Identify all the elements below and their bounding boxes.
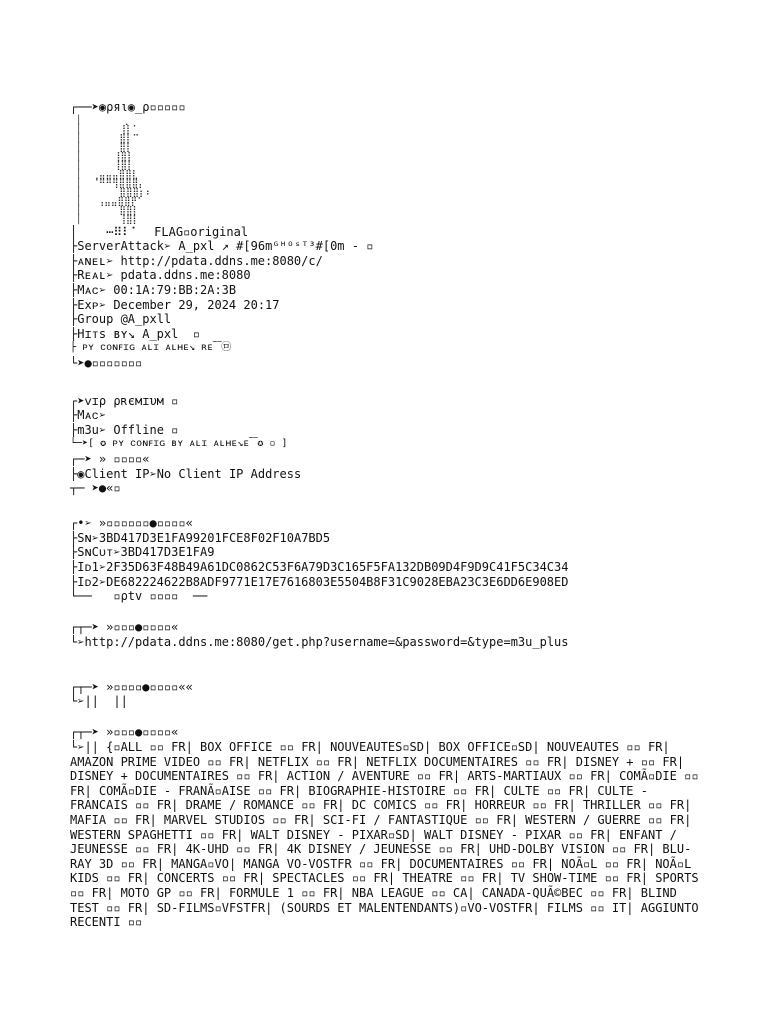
device-id1-line: ├Iᴅ1➢2F35D63F48B49A61DC0862C53F6A79D3C165F5FA132DB09D4F9D9C41F5C34C34 bbox=[70, 560, 569, 575]
ids-block bbox=[70, 516, 710, 604]
art-line: │ ⢸⣿⡇ bbox=[76, 214, 140, 225]
art-line: │ ⢀⣤⣤⣤⣿⣿⣇ bbox=[76, 169, 139, 180]
hits-by-line: ├Hɪᴛs ʙʏ↘ A_pxl ▫ bbox=[70, 326, 201, 341]
server-attack-line: ├ServerAttack➢ A_pxl ↗ #[96mᴳᴴᴼˢᵀ³#[0m - ▫ bbox=[70, 239, 374, 254]
config-credit-line: ├ ᴘʏ ᴄᴏɴꜰɪɢ ᴀʟɪ ᴀʟʜᴇ↘ ʀᴇ⁀㉤ bbox=[70, 342, 232, 354]
premium-config-line: └─➤[ ✪ ᴘʏ ᴄᴏɴꜰɪɢ ʙʏ ᴀʟɪ ᴀʟʜᴇ↘ᴇ⁀✪ ▫ ] bbox=[70, 438, 288, 450]
client-header: ┌─➤ » ▫▫▫▫« bbox=[70, 451, 150, 466]
art-line: │ ⢸⣿⡇ bbox=[76, 160, 134, 171]
block-end-line: └➤●▫▫▫▫▫▫▫ bbox=[70, 355, 143, 370]
serial-cut-line: ├SɴCᴜᴛ➢3BD417D3E1FA9 bbox=[70, 545, 215, 560]
ids-header: ┌•➢ »▫▫▫▫▫▫●▫▫▫▫« bbox=[70, 516, 193, 531]
flag-line: │ ⋯⠿⠇⠁ FLAG▫original bbox=[70, 224, 249, 239]
m3u-link-header: ┌┬─➤ »▫▫▫●▫▫▫▫« bbox=[70, 620, 179, 635]
art-line: │ ⣿⡇ bbox=[76, 142, 133, 153]
m3u-status-line: ├m3u➢ Offline ▫ bbox=[70, 422, 179, 437]
m3u-link-block bbox=[70, 620, 710, 649]
client-ip-line: ├◉Client IP➢No Client IP Address bbox=[70, 466, 302, 481]
categories-block bbox=[70, 725, 710, 929]
document-page bbox=[70, 100, 710, 930]
art-line: │ ⢸⣿⡇ bbox=[76, 151, 134, 162]
art-line: │ ⣿⡇⠉ bbox=[76, 133, 140, 144]
server-info-block bbox=[70, 239, 710, 370]
categories-header: ┌┬─➤ »▫▫▫●▫▫▫▫« bbox=[70, 725, 179, 740]
header-title: ┌──➤◉ρяι◉_ρ▫▫▫▫▫ bbox=[70, 100, 186, 114]
art-line: │ ⣿⣿⡇ bbox=[76, 205, 140, 216]
ascii-art bbox=[70, 115, 710, 225]
premium-block bbox=[70, 394, 710, 452]
art-line: │ ⡀ bbox=[76, 115, 132, 126]
device-id2-line: ├Iᴅ2➢DE682224622B8ADF9771E17E7616803E5504B8F31C9028EBA23C3E6DD6E908ED bbox=[70, 574, 569, 589]
client-footer: ┬─ ➤●«▫ bbox=[70, 481, 121, 496]
panel-url-line: ├ᴀɴᴇʟ➢ http://pdata.ddns.me:8080/c/ bbox=[70, 253, 323, 268]
empty-block bbox=[70, 680, 710, 709]
serial-number-line: ├Sɴ➢3BD417D3E1FA99201FCE8F02F10A7BD5 bbox=[70, 530, 331, 545]
art-line: │ ⣿⣿⣿⡆⠆ bbox=[76, 187, 153, 198]
empty-block-body: └➢|| || bbox=[70, 694, 128, 709]
group-line: ├Group @A_pxll bbox=[70, 312, 172, 327]
empty-block-header: ┌┬─➤ »▫▫▫▫●▫▫▫▫«« bbox=[70, 679, 193, 694]
premium-mac-line: ├Mᴀᴄ➢ bbox=[70, 408, 107, 423]
client-block bbox=[70, 452, 710, 496]
art-line: │ ⢸⡇⠁ bbox=[76, 124, 140, 135]
categories-text: └➢|| {▫ALL ▫▫ FR| BOX OFFICE ▫▫ FR| NOUVEAUTES▫SD| BOX OFFICE▫SD| NOUVEAUTES ▫▫ FR| AMAZON PRIME VIDEO ▫▫ FR| NETFLIX ▫▫ FR| NETFLIX DOCUMENTAIRES ▫▫ FR| DISNEY + ▫▫ FR| DISNEY + DOCUMENTAIRES ▫▫ FR| ACTION / AVENTURE ▫▫ FR| ARTS-MARTIAUX ▫▫ FR| COMÃ▫DIE ▫▫ FR| COMÃ▫DIE - FRANÃ▫AISE ▫▫ FR| BIOGRAPHIE-HISTOIRE ▫▫ FR| CULTE ▫▫ FR| CULTE - FRANCAIS ▫▫ FR| DRAME / ROMANCE ▫▫ FR| DC COMICS ▫▫ FR| HORREUR ▫▫ FR| THRILLER ▫▫ FR| MAFIA ▫▫ FR| MARVEL STUDIOS ▫▫ FR| SCI-FI / FANTASTIQUE ▫▫ FR| WESTERN / GUERRE ▫▫ FR| WESTERN SPAGHETTI ▫▫ FR| WALT DISNEY - PIXAR▫SD| WALT DISNEY - PIXAR ▫▫ FR| ENFANT / JEUNESSE ▫▫ FR| 4K-UHD ▫▫ FR| 4K DISNEY / JEUNESSE ▫▫ FR| UHD-DOLBY VISION ▫▫ FR| BLU-RAY 3D ▫▫ FR| MANGA▫VO| MANGA VO-VOSTFR ▫▫ FR| DOCUMENTAIRES ▫▫ FR| NOÃ▫L ▫▫ FR| NOÃ▫L KIDS ▫▫ FR| CONCERTS ▫▫ FR| SPECTACLES ▫▫ FR| THEATRE ▫▫ FR| TV SHOW-TIME ▫▫ FR| SPORTS ▫▫ FR| MOTO GP ▫▫ FR| FORMULE 1 ▫▫ FR| NBA LEAGUE ▫▫ CA| CANADA-QUÃ©BEC ▫▫ FR| BLIND TEST ▫▫ FR| SD-FILMS▫VFSTFR| (SOURDS ET MALENTENDANTS)▫VO-VOSTFR| FILMS ▫▫ IT| AGGIUNTO RECENTI ▫▫ bbox=[70, 740, 699, 930]
premium-title: ┌➤ᴠɪρ ρʀємɪυм ▫ bbox=[70, 393, 179, 408]
m3u-link-url: └➢http://pdata.ddns.me:8080/get.php?username=&password=&type=m3u_plus bbox=[70, 635, 569, 650]
expiry-line: ├Exᴘ➢ December 29, 2024 20:17 bbox=[70, 297, 280, 312]
art-line: │ ⢠⣤⣤⣿⣿⡟⠁ bbox=[76, 196, 144, 207]
art-line: │ ⠈⠛⠛⢻⣿⣿⣿⡄ bbox=[76, 178, 145, 189]
real-host-line: ├Rᴇᴀʟ➢ pdata.ddns.me:8080 bbox=[70, 268, 251, 283]
ids-footer: └── ▫ρtv ▫▫▫▫ ── bbox=[70, 589, 208, 604]
mac-line: ├Mᴀᴄ➢ 00:1A:79:BB:2A:3B bbox=[70, 282, 237, 297]
